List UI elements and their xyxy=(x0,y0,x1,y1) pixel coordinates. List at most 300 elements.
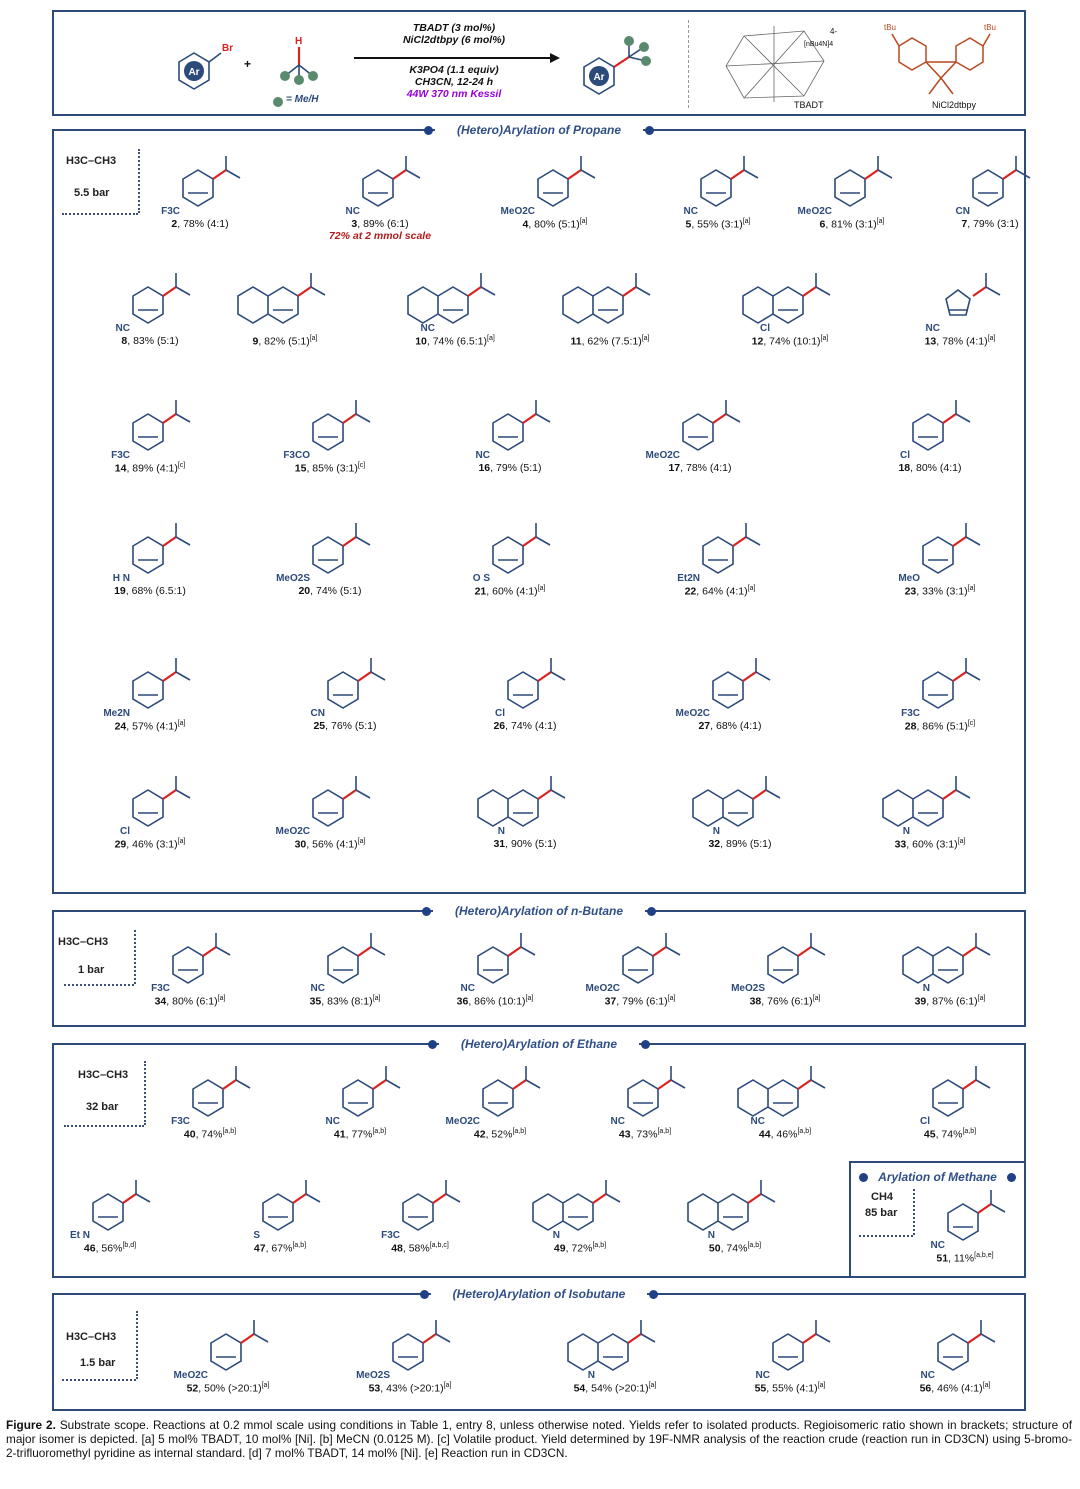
ring-55 xyxy=(773,1334,803,1370)
ring-37 xyxy=(623,947,653,983)
structure-26 xyxy=(465,650,585,720)
compound-number: 42 xyxy=(473,1128,486,1141)
compound-number: 28 xyxy=(904,720,917,733)
tbadt-structure xyxy=(704,16,854,106)
compound-30 xyxy=(255,768,405,851)
new-bond-24 xyxy=(163,672,176,681)
new-bond-21 xyxy=(523,537,536,546)
substituent-29: Cl xyxy=(120,826,130,837)
compound-49 xyxy=(505,1172,655,1255)
substituent-14: F3C xyxy=(111,450,130,461)
compound-number: 31 xyxy=(493,838,506,850)
structure-23 xyxy=(880,515,1000,585)
compound-number: 50 xyxy=(708,1242,721,1255)
ring-30 xyxy=(313,790,343,826)
compound-number: 38 xyxy=(749,995,762,1008)
new-bond-5 xyxy=(731,170,744,179)
ring-45 xyxy=(933,1080,963,1116)
compound-label: 11, 62% (7.5:1)[a] xyxy=(570,335,650,348)
new-bond-36 xyxy=(508,947,521,956)
caption-text: Substrate scope. Reactions at 0.2 mmol scale using conditions in Table 1, entry 8, unless otherwise noted. Yields refer to isolated products. Regioisomeric ratio shown in brackets; structure of major isomer is depicted. [a] 5 mol% TBADT, 10 mol% [Ni]. [b] MeCN (0.0125 M). [c] Volatile product. Yield determined by 19F-NMR analysis of the reaction crude (reaction run in CD3CN) using 5-bromo-2-trifluoromethyl pyridine as internal standard. [d] 7 mol% TBADT, 14 mol% [Ni]. [e] Reaction run in CD3CN. xyxy=(6,1418,1072,1460)
compound-label: 36, 86% (10:1)[a] xyxy=(456,995,534,1008)
substituent-41: NC xyxy=(325,1116,340,1127)
ring-17 xyxy=(683,414,713,450)
structure-46 xyxy=(50,1172,170,1242)
fused-ring-39 xyxy=(903,947,933,983)
compound-label: 46, 56%[b,d] xyxy=(83,1242,137,1255)
conditions-above: TBADT (3 mol%) NiCl2dtbpy (6 mol%) xyxy=(402,22,506,46)
compound-32 xyxy=(665,768,815,850)
ring-13 xyxy=(946,290,970,315)
ring-47 xyxy=(263,1194,293,1230)
structure-4 xyxy=(495,148,615,218)
ring-35 xyxy=(328,947,358,983)
substituent-13: NC xyxy=(925,323,940,334)
ring-3 xyxy=(363,170,393,206)
structure-6 xyxy=(792,148,912,218)
compound-label: 29, 46% (3:1)[a] xyxy=(114,838,186,851)
compound-5 xyxy=(643,148,793,231)
structure-10 xyxy=(395,265,515,335)
new-bond-13 xyxy=(973,287,986,296)
structure-41 xyxy=(300,1058,420,1128)
structure-35 xyxy=(285,925,405,995)
ring-22 xyxy=(703,537,733,573)
footnote-ref: [a] xyxy=(177,838,186,845)
ring-32 xyxy=(723,790,753,826)
compound-number: 8 xyxy=(121,335,128,347)
footnote-ref: [a] xyxy=(667,995,676,1002)
ring-48 xyxy=(403,1194,433,1230)
compound-10 xyxy=(380,265,530,348)
substituent-39: N xyxy=(922,983,930,994)
structure-8 xyxy=(90,265,210,335)
structure-31 xyxy=(465,768,585,838)
scale-note: 72% at 2 mmol scale xyxy=(328,230,432,242)
new-bond-26 xyxy=(538,672,551,681)
compound-8 xyxy=(75,265,225,347)
compound-label: 27, 68% (4:1) xyxy=(698,720,762,732)
methane-title: Arylation of Methane xyxy=(851,1167,1024,1187)
new-bond-48 xyxy=(433,1194,446,1203)
footnote-ref: [c] xyxy=(177,462,186,469)
nicl2dtbpy-structure xyxy=(884,16,1014,106)
footnote-ref: [c] xyxy=(967,720,976,727)
ring-39 xyxy=(933,947,963,983)
footnote-ref: [a,b] xyxy=(592,1242,607,1249)
structure-19 xyxy=(90,515,210,585)
structure-16 xyxy=(450,392,570,462)
new-bond-42 xyxy=(513,1080,526,1089)
structure-42 xyxy=(440,1058,560,1128)
new-bond-14 xyxy=(163,414,176,423)
compound-13 xyxy=(885,265,1035,348)
structure-25 xyxy=(285,650,405,720)
compound-number: 39 xyxy=(914,995,927,1008)
compound-number: 7 xyxy=(961,218,968,230)
footnote-ref: [a] xyxy=(820,335,829,342)
footnote-ref: [a] xyxy=(987,335,996,342)
compound-number: 11 xyxy=(570,335,582,348)
structure-56 xyxy=(895,1312,1015,1382)
ring-42 xyxy=(483,1080,513,1116)
substituent-38: MeO2S xyxy=(731,983,765,994)
substituent-5: NC xyxy=(683,206,698,217)
footnote-ref: [a] xyxy=(443,1382,452,1389)
substituent-7: CN xyxy=(955,206,970,217)
compound-33 xyxy=(855,768,1005,851)
compound-37 xyxy=(565,925,715,1008)
ring-52 xyxy=(211,1334,241,1370)
structure-34 xyxy=(130,925,250,995)
compound-24 xyxy=(75,650,225,733)
ring-25 xyxy=(328,672,358,708)
compound-number: 30 xyxy=(294,838,307,851)
fused-ring-12 xyxy=(743,287,773,323)
compound-26 xyxy=(450,650,600,732)
new-bond-2 xyxy=(213,170,226,179)
fused-ring-44 xyxy=(738,1080,768,1116)
compound-label: 40, 74%[a,b] xyxy=(183,1128,237,1141)
structure-17 xyxy=(640,392,760,462)
compound-label: 28, 86% (5:1)[c] xyxy=(904,720,976,733)
compound-number: 45 xyxy=(923,1128,936,1141)
footnote-ref: [a,b] xyxy=(372,1128,387,1135)
ring-49 xyxy=(563,1194,593,1230)
footnote-ref: [a] xyxy=(957,838,966,845)
structure-39 xyxy=(890,925,1010,995)
compound-number: 49 xyxy=(553,1242,566,1255)
substituent-43: NC xyxy=(610,1116,625,1127)
substituent-27: MeO2C xyxy=(675,708,710,719)
new-bond-17 xyxy=(713,414,726,423)
substituent-50: N xyxy=(707,1230,715,1241)
compound-label: 19, 68% (6.5:1) xyxy=(114,585,186,597)
substituent-6: MeO2C xyxy=(797,206,832,217)
compound-29 xyxy=(75,768,225,851)
ring-20 xyxy=(313,537,343,573)
methyl-legend: = Me/H xyxy=(286,94,319,105)
compound-36 xyxy=(420,925,570,1008)
compound-label: 8, 83% (5:1) xyxy=(121,335,179,347)
substituent-18: Cl xyxy=(900,450,910,461)
ring-6 xyxy=(835,170,865,206)
ring-2 xyxy=(183,170,213,206)
compound-label: 48, 58%[a,b,c] xyxy=(391,1242,449,1255)
structure-36 xyxy=(435,925,555,995)
compound-40 xyxy=(135,1058,285,1141)
new-bond-12 xyxy=(803,287,816,296)
svg-text:tBu: tBu xyxy=(984,23,997,32)
compound-number: 51 xyxy=(936,1252,949,1265)
propane-title: (Hetero)Arylation of Propane xyxy=(54,120,1024,140)
structure-54 xyxy=(555,1312,675,1382)
compound-19 xyxy=(75,515,225,597)
substituent-8: NC xyxy=(115,323,130,334)
substituent-16: NC xyxy=(475,450,490,461)
substituent-19: H N xyxy=(112,573,130,584)
footnote-ref: [a] xyxy=(812,995,821,1002)
footnote-ref: [a] xyxy=(967,585,976,592)
new-bond-15 xyxy=(343,414,356,423)
structure-48 xyxy=(360,1172,480,1242)
compound-4 xyxy=(480,148,630,231)
compound-label: 18, 80% (4:1) xyxy=(898,462,962,474)
structure-21 xyxy=(450,515,570,585)
compound-number: 19 xyxy=(114,585,126,597)
structure-43 xyxy=(585,1058,705,1128)
substituent-30: MeO2C xyxy=(275,826,310,837)
compound-label: 54, 54% (>20:1)[a] xyxy=(573,1382,657,1395)
footnote-ref: [a] xyxy=(747,585,756,592)
ring-33 xyxy=(913,790,943,826)
compound-number: 24 xyxy=(114,720,127,733)
compound-number: 40 xyxy=(183,1128,196,1141)
footnote-ref: [a,b,e] xyxy=(974,1252,994,1259)
compound-number: 13 xyxy=(924,335,937,348)
footnote-ref: [a] xyxy=(641,335,650,342)
footnote-ref: [a] xyxy=(876,218,885,225)
compound-number: 54 xyxy=(573,1382,586,1395)
footnote-ref: [a] xyxy=(177,720,186,727)
compound-number: 4 xyxy=(522,218,529,231)
new-bond-29 xyxy=(163,790,176,799)
compound-number: 48 xyxy=(391,1242,403,1255)
structure-28 xyxy=(880,650,1000,720)
substituent-3: NC xyxy=(345,206,360,217)
new-bond-41 xyxy=(373,1080,386,1089)
reaction-arrow xyxy=(354,57,554,59)
new-bond-39 xyxy=(963,947,976,956)
structure-37 xyxy=(580,925,700,995)
structure-12 xyxy=(730,265,850,335)
compound-39 xyxy=(875,925,1025,1008)
new-bond-49 xyxy=(593,1194,606,1203)
compound-52 xyxy=(153,1312,303,1395)
substituent-25: CN xyxy=(310,708,325,719)
compound-number: 53 xyxy=(368,1382,381,1395)
compound-label: 52, 50% (>20:1)[a] xyxy=(186,1382,270,1395)
compound-number: 47 xyxy=(253,1242,266,1255)
ring-54 xyxy=(598,1334,628,1370)
compound-number: 46 xyxy=(83,1242,96,1255)
methane-gas-box: CH4 85 bar xyxy=(859,1189,919,1239)
ring-18 xyxy=(913,414,943,450)
new-bond-45 xyxy=(963,1080,976,1089)
compound-31 xyxy=(450,768,600,850)
compound-number: 20 xyxy=(298,585,311,597)
compound-label: 17, 78% (4:1) xyxy=(668,462,732,474)
isobutane-title: (Hetero)Arylation of Isobutane xyxy=(54,1284,1024,1304)
compound-label: 20, 74% (5:1) xyxy=(298,585,362,597)
compound-50 xyxy=(660,1172,810,1255)
new-bond-16 xyxy=(523,414,536,423)
new-bond-31 xyxy=(538,790,551,799)
footnote-ref: [a] xyxy=(817,1382,826,1389)
compound-number: 43 xyxy=(618,1128,631,1141)
new-bond-38 xyxy=(798,947,811,956)
substituent-31: N xyxy=(497,826,505,837)
compound-22 xyxy=(645,515,795,598)
compound-15 xyxy=(255,392,405,475)
svg-text:4-: 4- xyxy=(830,27,838,36)
compound-3 xyxy=(305,148,455,242)
structure-45 xyxy=(890,1058,1010,1128)
compound-label: 5, 55% (3:1)[a] xyxy=(685,218,751,231)
compound-label: 39, 87% (6:1)[a] xyxy=(914,995,986,1008)
compound-number: 37 xyxy=(604,995,617,1008)
fused-ring-50 xyxy=(688,1194,718,1230)
structure-55 xyxy=(730,1312,850,1382)
substituent-37: MeO2C xyxy=(585,983,620,994)
butane-title: (Hetero)Arylation of n-Butane xyxy=(54,901,1024,921)
compound-14 xyxy=(75,392,225,475)
compound-number: 52 xyxy=(186,1382,199,1395)
compound-label: 49, 72%[a,b] xyxy=(553,1242,607,1255)
compound-42 xyxy=(425,1058,575,1141)
compound-label: 26, 74% (4:1) xyxy=(493,720,557,732)
substituent-53: MeO2S xyxy=(356,1370,390,1381)
substituent-46: Et N xyxy=(70,1230,90,1241)
substituent-55: NC xyxy=(755,1370,770,1381)
isobutane-gas-box: H3C–CH3 1.5 bar xyxy=(62,1311,142,1383)
compound-number: 33 xyxy=(894,838,907,851)
compound-2 xyxy=(125,148,275,230)
compound-label: 7, 79% (3:1) xyxy=(961,218,1019,230)
footnote-ref: [a] xyxy=(648,1382,657,1389)
product-structure xyxy=(574,27,664,107)
compound-7 xyxy=(915,148,1065,230)
compound-label: 6, 81% (3:1)[a] xyxy=(819,218,885,231)
substituent-56: NC xyxy=(920,1370,935,1381)
compound-label: 3, 89% (6:1) xyxy=(351,218,409,230)
substituent-52: MeO2C xyxy=(173,1370,208,1381)
compound-label: 23, 33% (3:1)[a] xyxy=(904,585,976,598)
new-bond-46 xyxy=(123,1194,136,1203)
substituent-49: N xyxy=(552,1230,560,1241)
ring-31 xyxy=(508,790,538,826)
structure-52 xyxy=(168,1312,288,1382)
substituent-40: F3C xyxy=(171,1116,190,1127)
compound-16 xyxy=(435,392,585,474)
compound-53 xyxy=(335,1312,485,1395)
compound-44 xyxy=(710,1058,860,1141)
compound-21 xyxy=(435,515,585,598)
compound-label: 45, 74%[a,b] xyxy=(923,1128,977,1141)
compound-number: 41 xyxy=(333,1128,346,1141)
structure-53 xyxy=(350,1312,470,1382)
new-bond-18 xyxy=(943,414,956,423)
ring-36 xyxy=(478,947,508,983)
compound-label: 22, 64% (4:1)[a] xyxy=(684,585,756,598)
substituent-28: F3C xyxy=(901,708,920,719)
compound-number: 14 xyxy=(114,462,127,475)
new-bond-19 xyxy=(163,537,176,546)
compound-number: 44 xyxy=(758,1128,771,1141)
structure-30 xyxy=(270,768,390,838)
compound-label: 43, 73%[a,b] xyxy=(618,1128,672,1141)
ring-23 xyxy=(923,537,953,573)
compound-label: 14, 89% (4:1)[c] xyxy=(114,462,186,475)
ring-43 xyxy=(628,1080,658,1116)
new-bond-40 xyxy=(223,1080,236,1089)
compound-label: 42, 52%[a,b] xyxy=(473,1128,527,1141)
footnote-ref: [a] xyxy=(525,995,534,1002)
svg-text:Ar: Ar xyxy=(593,72,605,83)
structure-5 xyxy=(658,148,778,218)
structure-24 xyxy=(90,650,210,720)
footnote-ref: [a] xyxy=(487,335,495,342)
footnote-ref: [a] xyxy=(537,585,546,592)
ring-7 xyxy=(973,170,1003,206)
structure-47 xyxy=(220,1172,340,1242)
compound-label: 12, 74% (10:1)[a] xyxy=(751,335,829,348)
compound-number: 32 xyxy=(708,838,721,850)
new-bond-54 xyxy=(628,1334,641,1343)
ring-27 xyxy=(713,672,743,708)
ni-label: NiCl2dtbpy xyxy=(932,100,977,110)
substituent-10: NC xyxy=(420,323,435,334)
compound-number: 29 xyxy=(114,838,127,851)
fused-ring-54 xyxy=(568,1334,598,1370)
ring-4 xyxy=(538,170,568,206)
footnote-ref: [a,b] xyxy=(222,1128,237,1135)
new-bond-23 xyxy=(953,537,966,546)
structure-15 xyxy=(270,392,390,462)
ring-14 xyxy=(133,414,163,450)
new-bond-56 xyxy=(968,1334,981,1343)
ethane-gas-box: H3C–CH3 32 bar xyxy=(64,1061,150,1131)
substituent-24: Me2N xyxy=(103,708,130,719)
new-bond-22 xyxy=(733,537,746,546)
structure-22 xyxy=(660,515,780,585)
compound-label: 30, 56% (4:1)[a] xyxy=(294,838,366,851)
ring-26 xyxy=(508,672,538,708)
substituent-12: Cl xyxy=(760,323,770,334)
substituent-20: MeO2S xyxy=(276,573,310,584)
substituent-26: Cl xyxy=(495,708,505,719)
plus-sign: + xyxy=(244,57,252,71)
new-bond-3 xyxy=(393,170,406,179)
substituent-42: MeO2C xyxy=(445,1116,480,1127)
substituent-54: N xyxy=(587,1370,595,1381)
compound-label: 4, 80% (5:1)[a] xyxy=(522,218,588,231)
structure-50 xyxy=(675,1172,795,1242)
compound-label: 33, 60% (3:1)[a] xyxy=(894,838,966,851)
compound-45 xyxy=(875,1058,1025,1141)
new-bond-53 xyxy=(423,1334,436,1343)
compound-label: 50, 74%[a,b] xyxy=(708,1242,762,1255)
substituent-17: MeO2C xyxy=(645,450,680,461)
compound-number: 15 xyxy=(294,462,307,475)
ring-16 xyxy=(493,414,523,450)
substituent-4: MeO2C xyxy=(500,206,535,217)
substituent-44: NC xyxy=(750,1116,765,1127)
compound-54 xyxy=(540,1312,690,1395)
footnote-ref: [a,b] xyxy=(292,1242,307,1249)
ethane-bottom-left xyxy=(52,1276,850,1278)
footnote-ref: [a,b] xyxy=(657,1128,672,1135)
structure-27 xyxy=(670,650,790,720)
aryl-bromide-structure xyxy=(149,27,234,107)
compound-label: 53, 43% (>20:1)[a] xyxy=(368,1382,452,1395)
ring-5 xyxy=(701,170,731,206)
compound-38 xyxy=(710,925,860,1008)
footnote-ref: [a] xyxy=(372,995,381,1002)
compound-label: 13, 78% (4:1)[a] xyxy=(924,335,996,348)
compound-label: 35, 83% (8:1)[a] xyxy=(309,995,381,1008)
structure-13 xyxy=(900,265,1020,335)
